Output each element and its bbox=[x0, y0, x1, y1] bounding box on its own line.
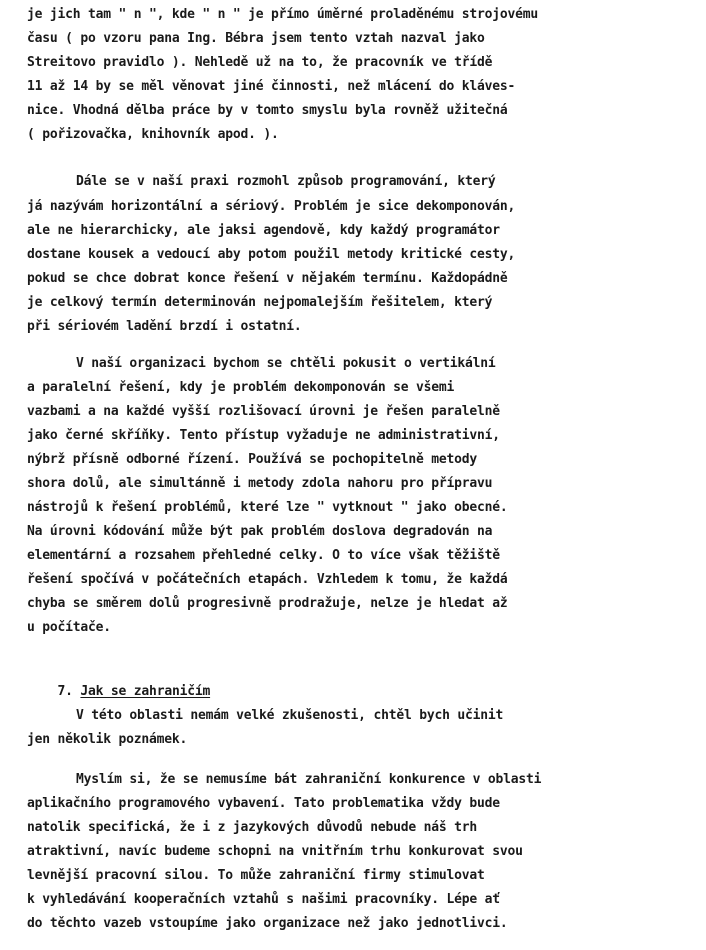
text-line: pokud se chce dobrat konce řešení v nějakém termínu. Každopádně bbox=[27, 271, 508, 286]
text-line: ( pořizovačka, knihovník apod. ). bbox=[27, 127, 279, 142]
text-line: jen několik poznámek. bbox=[27, 732, 188, 747]
text-line: je celkový termín determinován nejpomalejším řešitelem, který bbox=[27, 295, 493, 310]
text-line: nýbrž přísně odborné řízení. Používá se pochopitelně metody bbox=[27, 452, 477, 467]
text-line: Myslím si, že se nemusíme bát zahraniční konkurence v oblasti bbox=[76, 772, 542, 787]
text-line: natolik specifická, že i z jazykových důvodů nebude náš trh bbox=[27, 820, 477, 835]
text-line: V naší organizaci bychom se chtěli pokusit o vertikální bbox=[76, 356, 496, 371]
text-line: dostane kousek a vedoucí aby potom použil metody kritické cesty, bbox=[27, 247, 516, 262]
text-line: u počítače. bbox=[27, 620, 111, 635]
text-line: já nazývám horizontální a sériový. Problém je sice dekomponován, bbox=[27, 199, 516, 214]
section-title: Jak se zahraničím bbox=[80, 684, 211, 699]
text-line: při sériovém ladění brzdí i ostatní. bbox=[27, 319, 302, 334]
text-line: a paralelní řešení, kdy je problém dekomponován se všemi bbox=[27, 380, 455, 395]
text-line: elementární a rozsahem přehledné celky. O to více však těžiště bbox=[27, 548, 500, 563]
text-line: je jich tam " n ", kde " n " je přímo úměrné proladěnému strojovému bbox=[27, 7, 538, 22]
text-line: Streitovo pravidlo ). Nehledě už na to, že pracovník ve třídě bbox=[27, 55, 493, 70]
text-line: vazbami a na každé vyšší rozlišovací úrovni je řešen paralelně bbox=[27, 404, 500, 419]
text-line: Dále se v naší praxi rozmohl způsob programování, který bbox=[76, 174, 496, 189]
text-line: času ( po vzoru pana Ing. Bébra jsem tento vztah nazval jako bbox=[27, 31, 485, 46]
text-line: jako černé skříňky. Tento přístup vyžaduje ne administrativní, bbox=[27, 428, 500, 443]
text-line: ale ne hierarchicky, ale jaksi agendově, kdy každý programátor bbox=[27, 223, 500, 238]
text-line: nice. Vhodná dělba práce by v tomto smyslu byla rovněž užitečná bbox=[27, 103, 508, 118]
text-line: Na úrovni kódování může být pak problém doslova degradován na bbox=[27, 524, 493, 539]
text-line: do těchto vazeb vstoupíme jako organizace než jako jednotlivci. bbox=[27, 916, 508, 931]
text-line: aplikačního programového vybavení. Tato problematika vždy bude bbox=[27, 796, 500, 811]
text-line: nástrojů k řešení problémů, které lze " vytknout " jako obecné. bbox=[27, 500, 508, 515]
text-line: k vyhledávání kooperačních vztahů s našimi pracovníky. Lépe ať bbox=[27, 892, 500, 907]
text-line: chyba se směrem dolů progresivně prodražuje, nelze je hledat až bbox=[27, 596, 508, 611]
text-line: řešení spočívá v počátečních etapách. Vzhledem k tomu, že každá bbox=[27, 572, 508, 587]
text-line: 11 až 14 by se měl věnovat jiné činnosti, než mlácení do kláves- bbox=[27, 79, 516, 94]
text-line: atraktivní, navíc budeme schopni na vnitřním trhu konkurovat svou bbox=[27, 844, 523, 859]
text-line: V této oblasti nemám velké zkušenosti, chtěl bych učinit bbox=[76, 708, 504, 723]
text-line: shora dolů, ale simultánně i metody zdola nahoru pro přípravu bbox=[27, 476, 493, 491]
section-number: 7. bbox=[57, 684, 73, 699]
text-line: levnější pracovní silou. To může zahraniční firmy stimulovat bbox=[27, 868, 485, 883]
